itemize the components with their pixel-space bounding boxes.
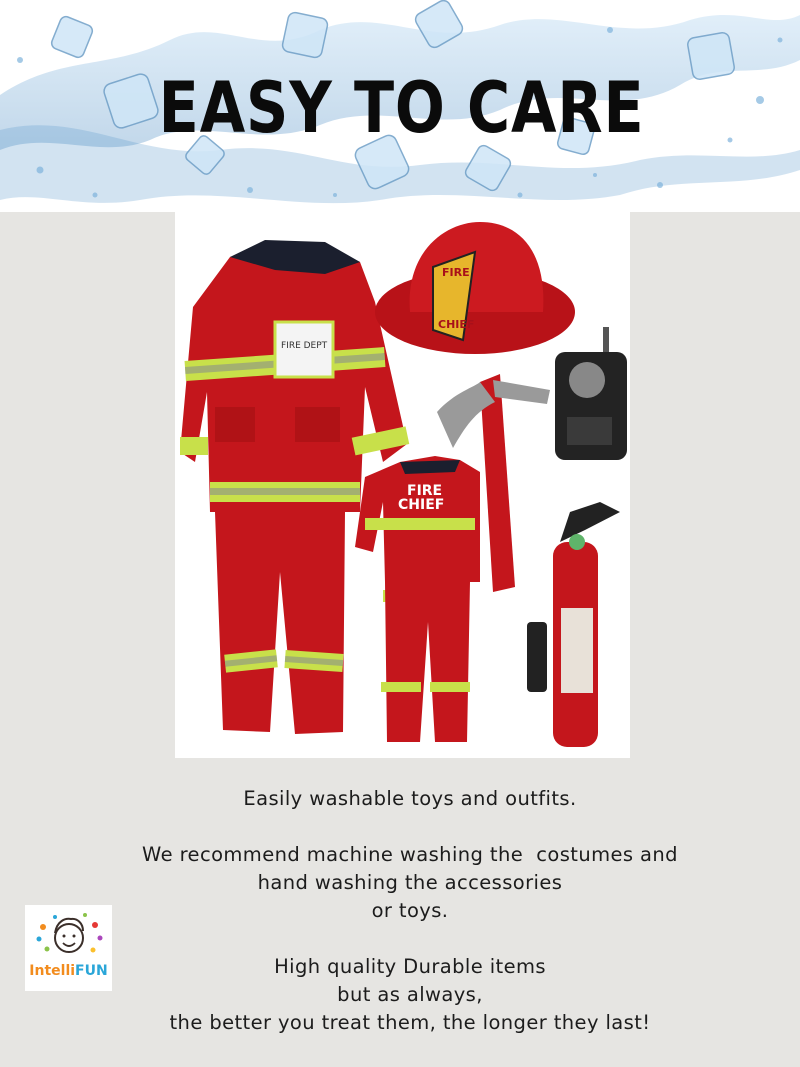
back-print-line1: FIRE (407, 483, 443, 499)
description (100, 785, 720, 1037)
headline: EASY TO CARE (158, 67, 645, 149)
helmet-badge-line2: CHIEF (438, 318, 475, 331)
child-costume (355, 456, 480, 742)
toy-walkie-talkie (555, 327, 627, 460)
description-line-7: the better you treat them, the longer they last! (169, 1011, 651, 1034)
description-line-3: hand washing the accessories (257, 871, 563, 894)
description-line-5: High quality Durable items (274, 955, 546, 978)
adult-jacket (180, 240, 409, 512)
helmet-badge-line1: FIRE (442, 266, 470, 279)
description-line-1: Easily washable toys and outfits. (243, 787, 577, 810)
brand-name-part1: Intelli (29, 963, 76, 979)
brand-name (25, 963, 112, 979)
adult-pants (215, 512, 345, 734)
helmet (375, 222, 575, 354)
toy-fire-extinguisher (527, 502, 620, 747)
brand-logo (25, 905, 112, 991)
back-print-line2: CHIEF (398, 497, 445, 513)
description-line-4: or toys. (371, 899, 449, 922)
description-line-2: We recommend machine washing the costumes and (142, 843, 678, 866)
jacket-badge-text: FIRE DEPT (281, 341, 328, 351)
product-photo (175, 212, 630, 758)
description-line-6: but as always, (337, 983, 483, 1006)
banner (0, 0, 800, 212)
brand-name-part2: FUN (75, 963, 108, 979)
